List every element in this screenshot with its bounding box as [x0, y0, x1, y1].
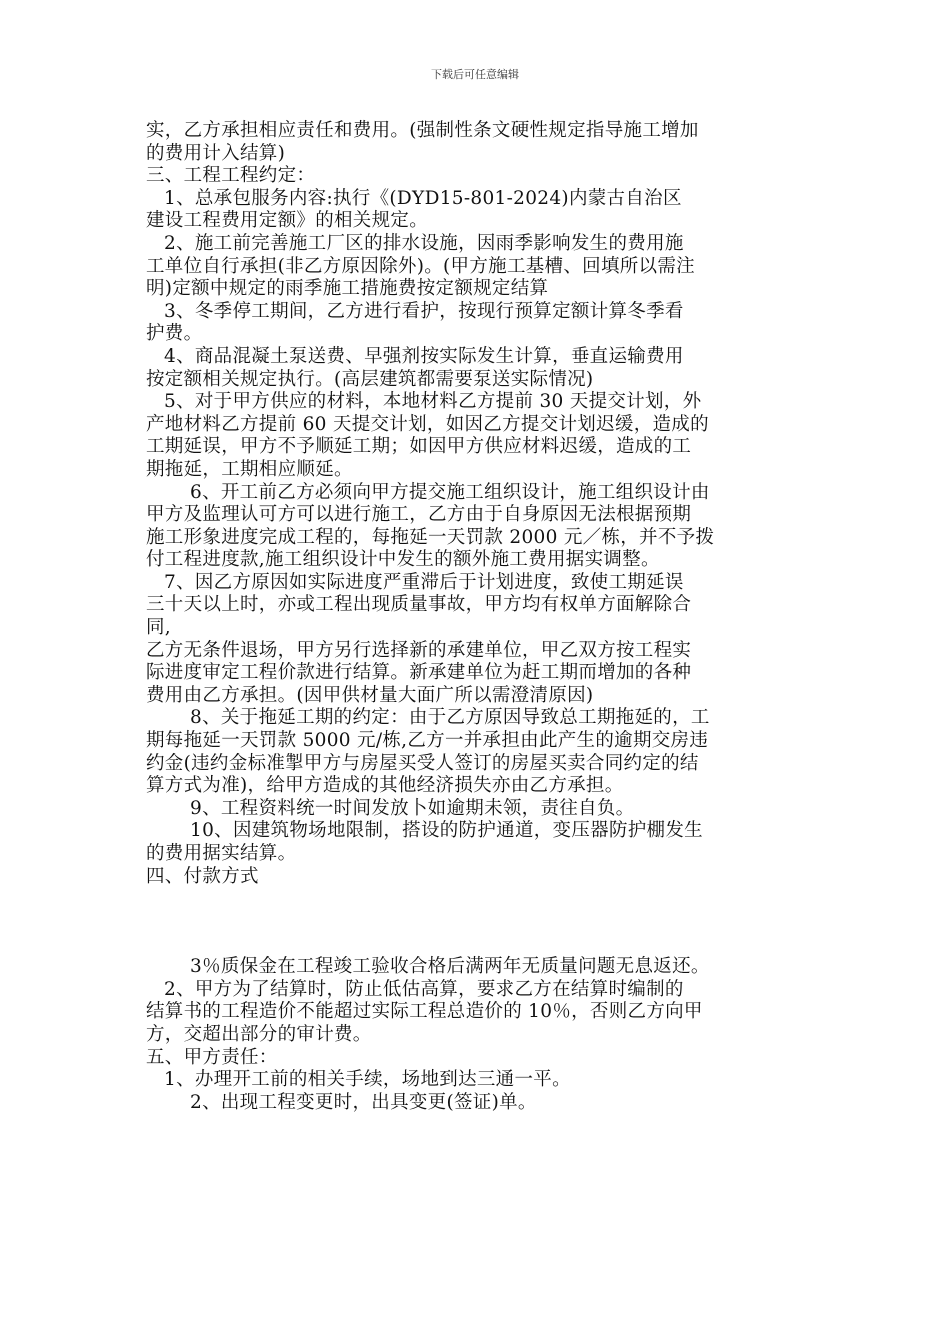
text-line: 2、甲方为了结算时，防止低估高算，要求乙方在结算时编制的: [164, 978, 684, 1000]
text-line: 建设工程费用定额》的相关规定。: [146, 210, 429, 232]
text-line: 同,: [146, 617, 171, 639]
text-line: 6、开工前乙方必须向甲方提交施工组织设计，施工组织设计由: [190, 481, 710, 503]
text-line: 3％质保金在工程竣工验收合格后满两年无质量问题无息返还。: [190, 956, 710, 978]
text-line: 产地材料乙方提前 60 天提交计划，如因乙方提交计划迟缓，造成的: [146, 413, 709, 435]
text-line: 明)定额中规定的雨季施工措施费按定额规定结算: [146, 278, 549, 300]
text-line: 期拖延，工期相应顺延。: [146, 458, 353, 480]
text-line: 1、总承包服务内容:执行《(DYD15-801-2024)内蒙古自治区: [164, 187, 682, 209]
text-line: 付工程进度款,施工组织设计中发生的额外施工费用据实调整。: [146, 549, 660, 571]
text-line: 的费用据实结算。: [146, 843, 297, 864]
blank-space: [146, 888, 810, 956]
text-line: 1、办理开工前的相关手续，场地到达三通一平。: [164, 1069, 571, 1091]
text-line: 五、甲方责任：: [146, 1046, 278, 1068]
text-line: 工单位自行承担(非乙方原因除外)。(甲方施工基槽、回填所以需注: [146, 255, 695, 277]
text-line: 算方式为准)，给甲方造成的其他经济损失亦由乙方承担。: [146, 775, 624, 797]
text-line: 方，交超出部分的审计费。: [146, 1023, 372, 1045]
text-line: 3、冬季停工期间，乙方进行看护，按现行预算定额计算冬季看: [164, 300, 684, 322]
text-line: 2、施工前完善施工厂区的排水设施，因雨季影响发生的费用施: [164, 232, 684, 254]
text-line: 的费用计入结算): [146, 142, 286, 164]
text-line: 结算书的工程造价不能超过实际工程总造价的 10％，否则乙方向甲: [146, 1001, 703, 1023]
text-line: 8、关于拖延工期的约定：由于乙方原因导致总工期拖延的，工: [190, 707, 710, 729]
text-line: 四、付款方式: [146, 865, 259, 887]
text-line: 按定额相关规定执行。(高层建筑都需要泵送实际情况): [146, 368, 594, 390]
text-line: 期每拖延一天罚款 5000 元/栋,乙方一并承担由此产生的逾期交房违: [146, 730, 709, 752]
text-line: 甲方及监理认可方可以进行施工，乙方由于自身原因无法根据预期: [146, 504, 692, 526]
text-line: 7、因乙方原因如实际进度严重滞后于计划进度，致使工期延误: [164, 571, 684, 593]
text-line: 护费。: [146, 323, 203, 345]
text-line: 约金(违约金标准掣甲方与房屋买受人签订的房屋买卖合同约定的结: [146, 752, 699, 774]
page-header: 下载后可任意编辑: [431, 68, 519, 81]
text-line: 工期延误，甲方不予顺延工期；如因甲方供应材料迟缓，造成的工: [146, 436, 692, 458]
text-line: 三十天以上时，亦或工程出现质量事故，甲方均有权单方面解除合: [146, 594, 692, 616]
text-line: 9、工程资料统一时间发放卜如逾期未领，责往自负。: [190, 797, 635, 819]
text-line: 际进度审定工程价款进行结算。新承建单位为赶工期而增加的各种: [146, 662, 692, 684]
text-line: 乙方无条件退场，甲方另行选择新的承建单位，甲乙双方按工程实: [146, 639, 692, 661]
text-line: 三、工程工程约定：: [146, 165, 316, 187]
text-line: 4、商品混凝土泵送费、早强剂按实际发生计算，垂直运输费用: [164, 345, 684, 367]
text-line: 实，乙方承担相应责任和费用。(强制性条文硬性规定指导施工增加: [146, 120, 699, 141]
text-line: 5、对于甲方供应的材料，本地材料乙方提前 30 天提交计划，外: [164, 391, 702, 413]
text-line: 2、出现工程变更时，出具变更(签证)单。: [190, 1091, 537, 1113]
text-line: 施工形象进度完成工程的，每拖延一天罚款 2000 元／栋，并不予拨: [146, 526, 715, 548]
text-line: 10、因建筑物场地限制，搭设的防护通道，变压器防护棚发生: [190, 820, 703, 842]
text-line: 费用由乙方承担。(因甲供材量大面广所以需澄清原因): [146, 684, 594, 706]
document-body: [146, 120, 810, 1114]
